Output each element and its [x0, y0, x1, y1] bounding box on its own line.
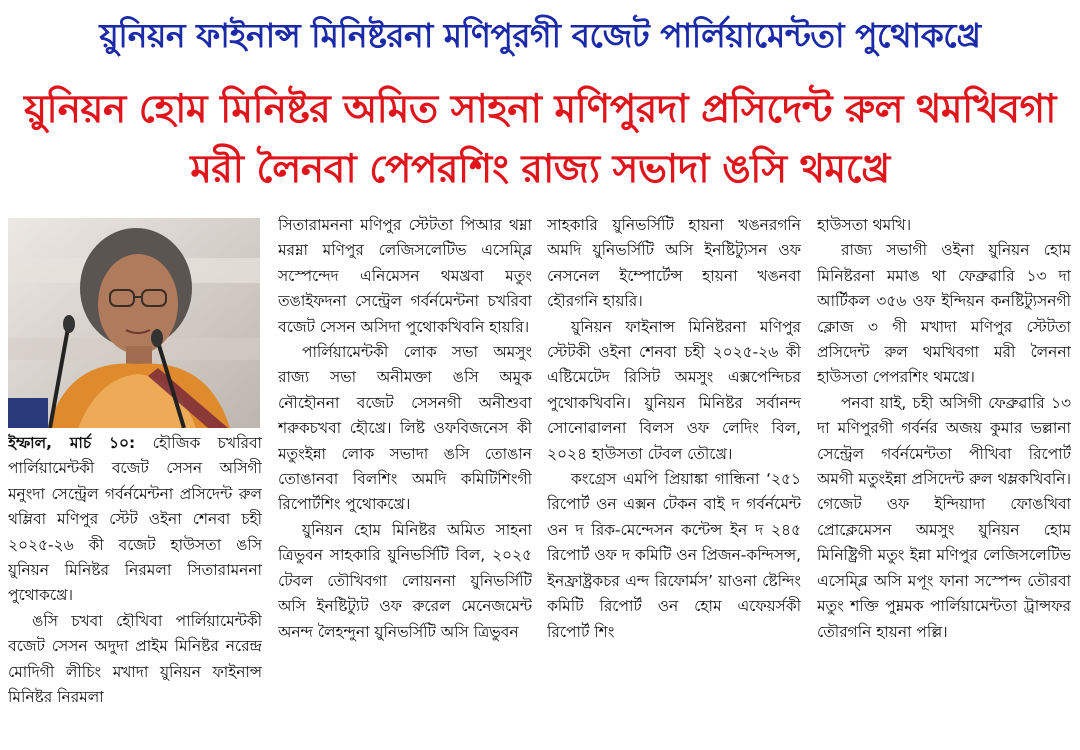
paragraph — [8, 431, 262, 609]
paragraph: সিতারামননা মণিপুর স্টেটতা পিআর থম্না মরম্না মণিপুর লেজিসলেটিভ এসেম্ব্লি সস্পেন্দেদ এনিমেসন থমখ্রবা মতুং তঙাইফদনা সেন্ট্রেল গর্বর্নমেন্টনা চখরিবা বজেট সেসন অসিদা পুথোকখিবনি হায়রি। — [278, 216, 532, 336]
paragraph: পার্লিয়ামেন্টকী লোক সভা অমসুং রাজ্য সভা অনীমক্তা ঙসি অমুক নৌহৌননা বজেট সেসনগী অনীশুবা শরুকচখবা হৌখ্রে। লিষ্ট ওফবিজনেস কী মতুংইন্না লোক সভাদা ঙসি তোঙান তোঙানবা বিলশিং অমদি কমিটিশিংগী রিপোর্টশিং পুথোকখ্রে। — [278, 343, 532, 514]
paragraph: য়ুনিয়ন হোম মিনিষ্টর অমিত সাহনা ত্রিভুবন সাহকারি য়ুনিভর্সিটি বিল, ২০২৫ টেবল তৌখিবগা লোয়ননা য়ুনিভর্সিটি অসি ইনষ্টিট্যুট ওফ রুরেল মেনেজমেন্ট অনন্দ লৈহন্দুনা য়ুনিভর্সিটি অসি ত্রিভুবন — [278, 520, 532, 641]
paragraph: পনবা য়াই, চহী অসিগী ফেব্রুৱারি ১৩ দা মণিপুরগী গর্বর্নর অজয় কুমার ভল্লানা সেন্ট্রেল গর্বর্নমেন্টতা পীখিবা রিপোর্ট অমগী মতুংইন্না প্রসিদেন্ট রুল থম্লকখিবনি। গেজেট ওফ ইন্দিয়াদা ফোঙখিবা প্রোক্লেমেসন অমসুং য়ুনিয়ন হোম মিনিষ্ট্রিগী মতুং ইন্না মণিপুর লেজিসলেটিভ এসেম্ব্লি অসি মপূং ফানা সস্পেন্দ তৌরবা মতুং শক্তি পুম্নমক পার্লিয়ামেন্টতা ট্রান্সফর তৌরগনি হায়না পল্লি। — [817, 393, 1071, 641]
headline-top: য়ুনিয়ন ফাইনান্স মিনিষ্টরনা মণিপুরগী বজেট পার্লিয়ামেন্টতা পুথোকখ্রে — [99, 16, 981, 55]
article-column-1 — [8, 431, 262, 749]
news-photo — [8, 218, 260, 428]
article-column-3 — [547, 213, 801, 749]
minister-photo-illustration — [8, 218, 260, 428]
article-column-2 — [278, 213, 532, 749]
headline-main: য়ুনিয়ন হোম মিনিষ্টর অমিত সাহনা মণিপুরদা প্রসিদেন্ট রুল থমখিবগা মরী লৈনবা পেপরশিং রাজ্য সভাদা ঙসি থমখ্রে — [24, 87, 1056, 192]
paragraph-text: হৌজিক চখরিবা পার্লিয়ামেন্টকী বজেট সেসন অসিগী মনুংদা সেন্ট্রেল গর্বর্নমেন্টনা প্রসিদেন্ট রুল থম্লিবা মণিপুর স্টেট ওইনা শেনবা চহী ২০২৫-২৬ কী বজেট হাউসতা ঙসি য়ুনিয়ন মিনিষ্টর নিরমলা সিতারামননা পুথোকখ্রে। — [8, 434, 262, 605]
paragraph: ঙসি চখবা হৌখিবা পার্লিয়ামেন্টকী বজেট সেসন অদুদা প্রাইম মিনিষ্টর নরেন্দ্র মোদিগী লীচিং মখাদা য়ুনিয়ন ফাইনান্স মিনিষ্টর নিরমলা — [8, 611, 262, 707]
article-column-4 — [817, 213, 1071, 749]
paragraph: য়ুনিয়ন ফাইনান্স মিনিষ্টরনা মণিপুর স্টেটকী ওইনা শেনবা চহী ২০২৫-২৬ কী এষ্টিমেটেদ রিসিট অমসুং এক্সপেন্দিচর পুথোকখিবনি। য়ুনিয়ন মিনিষ্টর সর্বানন্দ সোনোৱালনা বিলস ওফ লেদিং বিল, ২০২৪ হাউসতা টেবল তৌখ্রে। — [547, 317, 801, 463]
paragraph: কংগ্রেস এমপি প্রিয়াঙ্কা গান্ধিনা ‘২৫১ রিপোর্ট ওন এক্সন টেকন বাই দ গর্বর্নমেন্ট ওন দ রিক-মেন্দেসন কন্টেন্স ইন দ ২৪৫ রিপোর্ট ওফ দ কমিটি ওন প্রিজন-কন্দিসন্স, ইনফ্রাষ্ট্রকচর এন্দ রিফোর্মস’ য়াওনা ষ্টেন্দিং কমিটি রিপোর্ট ওন হোম এফেয়র্সকী রিপোর্ট শিং — [547, 470, 801, 641]
paragraph: সাহকারি য়ুনিভর্সিটি হায়না খঙনরগনি অমদি য়ুনিভর্সিটি অসি ইনষ্টিট্যুসন ওফ নেসনেল ইম্পোর্টেন্স হায়না খঙনবা হৌরগনি হায়রি। — [547, 216, 801, 311]
paragraph: হাউসতা থমখি। — [817, 216, 912, 234]
paragraph: রাজ্য সভাগী ওইনা য়ুনিয়ন হোম মিনিষ্টরনা মমাঙ থা ফেব্রুৱারি ১৩ দা আর্টিকল ৩৫৬ ওফ ইন্দিয়ন কনষ্টিট্যুসনগী ক্লোজ ৩ গী মখাদা মণিপুর স্টেটতা প্রসিদেন্ট রুল থমখিবগা মরী লৈননা হাউসতা পেপরশিং থমখ্রে। — [817, 241, 1071, 387]
dateline: ইম্ফাল, মার্চ ১০: — [8, 434, 136, 452]
